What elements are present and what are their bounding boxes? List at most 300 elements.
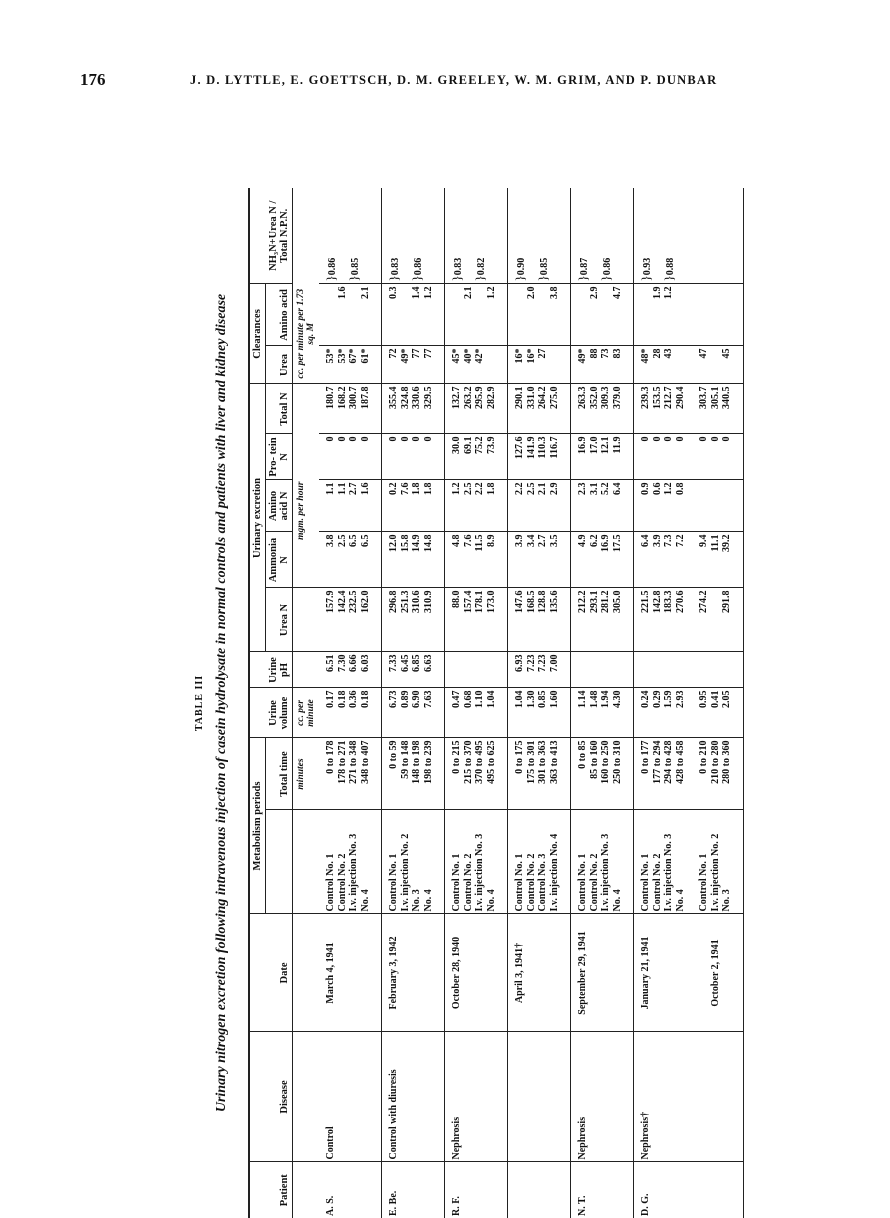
cell-patient	[508, 1162, 571, 1218]
ratio-text: 0.88	[664, 257, 676, 276]
cell-protein-n-line: 16.9	[577, 436, 588, 454]
cell-urine-volume-line: 1.10	[474, 690, 485, 708]
cell-protein-n-line: 0	[698, 436, 709, 442]
cell-total-time-line: 160 to 250	[600, 740, 611, 784]
cell-urine-volume-line: 4.30	[611, 690, 623, 708]
cell-total-time-line: 210 to 280	[709, 740, 721, 784]
header-urine-ph: Urine pH	[249, 652, 293, 688]
cell-urine-volume-line: 6.73	[388, 690, 399, 708]
cell-patient-text: A. S.	[325, 1195, 336, 1216]
cell-urine-ph-line	[675, 654, 687, 685]
cell-urine-volume-line: 0.24	[640, 690, 651, 708]
cell-ammonia-n-line: 14.9	[411, 534, 422, 552]
cell-ammonia-n-line: 6.5	[348, 534, 359, 547]
cell-urea-clearance	[445, 346, 508, 384]
cell-urea-clearance-line: 42*	[474, 348, 485, 364]
cell-amino-acid-n-line: 6.4	[611, 482, 623, 495]
header-urine-volume: Urine volume	[249, 688, 293, 738]
cell-urea-clearance-line: 16*	[514, 348, 525, 364]
header-urinary-excretion: Urinary excretion	[249, 384, 266, 652]
brace-icon: }	[471, 275, 487, 282]
units-row	[293, 188, 320, 1218]
ratio-value	[577, 190, 589, 282]
ratio-value	[471, 190, 487, 282]
cell-date	[445, 914, 508, 1032]
cell-urea-clearance-line: 45	[721, 348, 732, 359]
cell-protein-n-line: 0	[721, 436, 732, 442]
cell-ammonia-n	[634, 532, 744, 588]
cell-amino-acid-n-line: 2.5	[525, 482, 537, 495]
cell-urea-n-line: 157.9	[325, 590, 336, 613]
cell-amino-acid-n	[382, 480, 445, 532]
cell-urea-n-line: 168.5	[525, 590, 537, 613]
cell-amino-acid-n-line: 2.3	[577, 482, 588, 495]
cell-patient	[319, 1162, 382, 1218]
cell-total-time-line: 215 to 370	[462, 740, 474, 784]
cell-disease	[508, 1032, 571, 1162]
nitrogen-excretion-table	[248, 188, 744, 1218]
cell-total-time	[319, 738, 382, 810]
cell-total-n	[445, 384, 508, 434]
cell-urea-n-line: 135.6	[548, 590, 560, 613]
table-row	[382, 188, 445, 1218]
cell-disease	[319, 1032, 382, 1162]
ratio-value	[640, 190, 652, 282]
cell-urea-n-line: 147.6	[514, 590, 525, 613]
cell-urine-volume-line: 1.60	[548, 690, 560, 708]
cell-total-n-line: 352.0	[588, 386, 600, 409]
cell-urine-ph-line	[577, 654, 589, 685]
cell-urea-n-line: 142.8	[651, 590, 663, 613]
cell-ammonia-n-line: 4.9	[577, 534, 588, 547]
cell-patient-text: D. G.	[640, 1193, 651, 1216]
cell-protein-n-line: 0	[422, 436, 434, 442]
cell-date	[319, 914, 382, 1032]
cell-ammonia-n	[571, 532, 634, 588]
cell-amino-acid-clearance	[382, 284, 445, 346]
cell-amino-acid-clearance-line: 2.0	[525, 286, 537, 299]
cell-protein-n-line: 12.1	[600, 436, 611, 454]
cell-disease	[571, 1032, 634, 1162]
header-urea-clearance: Urea	[266, 346, 293, 384]
cell-ammonia-n-line: 3.9	[651, 534, 663, 547]
cell-urine-volume-line: 1.48	[588, 690, 600, 708]
cell-urea-n	[319, 588, 382, 652]
cell-protein-n	[382, 434, 445, 480]
cell-ammonia-n-line: 14.8	[422, 534, 434, 552]
cell-amino-acid-n-line: 1.8	[411, 482, 422, 495]
header-total-time: Total time	[266, 738, 293, 810]
brace-icon: }	[638, 275, 653, 282]
cell-amino-acid-n	[319, 480, 382, 532]
cell-periods-line: Control No. 2	[462, 853, 474, 912]
brace-icon: }	[534, 275, 550, 282]
cell-urine-ph-line: 6.85	[411, 654, 422, 672]
cell-amino-acid-n-line: 2.5	[462, 482, 474, 495]
cell-protein-n-line: 17.0	[588, 436, 600, 454]
header-ratio: NH₃N+Urea N / Total N.P.N.	[249, 188, 293, 284]
cell-urine-ph-line: 6.45	[399, 654, 411, 672]
cell-ratio	[319, 188, 382, 284]
cell-total-time-line: 198 to 239	[422, 740, 434, 784]
cell-urea-n-line: 221.5	[640, 590, 651, 613]
cell-total-time-line: 348 to 407	[359, 740, 371, 784]
cell-urea-n	[634, 588, 744, 652]
cell-periods-line: No. 3	[721, 889, 732, 912]
cell-amino-acid-n-line: 1.2	[663, 482, 674, 495]
header-amino-acid-clearance: Amino acid	[266, 284, 293, 346]
table-body	[293, 188, 744, 1218]
cell-total-time-line: 148 to 198	[411, 740, 422, 784]
cell-protein-n-line: 0	[388, 436, 399, 442]
cell-amino-acid-clearance-line: 1.4	[411, 286, 422, 299]
cell-urea-clearance	[634, 346, 744, 384]
cell-total-time-line: 0 to 175	[514, 740, 525, 774]
cell-urine-ph	[634, 652, 744, 688]
cell-urine-volume-line: 1.14	[577, 690, 588, 708]
cell-amino-acid-clearance-line	[400, 286, 412, 343]
cell-patient	[571, 1162, 634, 1218]
cell-total-n	[508, 384, 571, 434]
cell-total-time-line: 0 to 59	[388, 740, 399, 769]
cell-total-n-line: 303.7	[698, 386, 709, 409]
cell-protein-n-line: 0	[336, 436, 348, 442]
cell-urea-n-line: 162.0	[359, 590, 371, 613]
ratio-value	[408, 190, 424, 282]
cell-total-n-line: 282.9	[485, 386, 497, 409]
cell-total-time-line: 0 to 177	[640, 740, 651, 774]
ratio-text: 0.93	[642, 257, 653, 276]
cell-ammonia-n	[445, 532, 508, 588]
cell-urea-clearance-line	[486, 348, 498, 381]
cell-amino-acid-n-line: 1.8	[485, 482, 497, 495]
cell-urea-clearance-line: 77	[411, 348, 422, 359]
cell-periods-line: No. 4	[674, 889, 686, 912]
cell-urea-n-line: 173.0	[485, 590, 497, 613]
cell-urea-n-line: 274.2	[698, 590, 709, 613]
ratio-text: 0.83	[390, 257, 401, 276]
cell-total-time-line: 0 to 178	[325, 740, 336, 774]
cell-urine-ph-line: 7.23	[525, 654, 537, 672]
cell-amino-acid-clearance-line: 3.8	[548, 286, 560, 299]
cell-amino-acid-n-line: 1.6	[359, 482, 371, 495]
ratio-value	[660, 190, 676, 282]
cell-disease-text	[514, 1035, 526, 1160]
cell-urea-clearance-line: 45*	[451, 348, 462, 364]
cell-amino-acid-clearance-line	[348, 286, 360, 343]
cell-ammonia-n-line: 7.6	[462, 534, 474, 547]
cell-protein-n	[634, 434, 744, 480]
cell-urine-volume-line: 1.30	[525, 690, 537, 708]
cell-total-time	[445, 738, 508, 810]
cell-urine-volume-line: 2.05	[721, 690, 732, 708]
cell-disease-text: Nephrosis	[451, 1116, 462, 1160]
ratio-value	[345, 190, 361, 282]
cell-urea-clearance-line: 67*	[348, 348, 359, 364]
cell-periods	[382, 810, 445, 914]
cell-total-n-line: 263.3	[577, 386, 588, 409]
cell-total-n-line: 324.8	[399, 386, 411, 409]
unit-cc-per-minute: cc. per minute	[293, 688, 320, 738]
cell-total-n-line: 187.8	[359, 386, 371, 409]
ratio-text: 0.86	[412, 257, 424, 276]
cell-amino-acid-n-line: 3.1	[588, 482, 600, 495]
cell-urine-volume	[382, 688, 445, 738]
header-patient: Patient	[249, 1162, 293, 1218]
cell-urine-ph-line	[486, 654, 498, 685]
cell-urea-clearance-line	[675, 348, 687, 381]
cell-urea-n-line: 142.4	[336, 590, 348, 613]
cell-urea-clearance-line: 77	[422, 348, 434, 359]
cell-urea-n-line: 291.8	[721, 590, 732, 613]
cell-urine-ph	[445, 652, 508, 688]
cell-protein-n-line: 0	[359, 436, 371, 442]
cell-amino-acid-n-line: 0.9	[640, 482, 651, 495]
cell-date	[571, 914, 634, 1032]
cell-periods-line: Control No. 2	[525, 853, 537, 912]
cell-urine-volume	[319, 688, 382, 738]
cell-total-time-line: 495 to 625	[485, 740, 497, 784]
cell-urea-n-line: 251.3	[399, 590, 411, 613]
cell-amino-acid-n-line: 2.7	[348, 482, 359, 495]
brace-icon: }	[597, 275, 613, 282]
cell-urea-n-line: 128.8	[537, 590, 548, 613]
cell-protein-n	[571, 434, 634, 480]
cell-ratio	[382, 188, 445, 284]
table-caption: Urinary nitrogen excretion following intravenous injection of casein hydrolysate in normal controls and patients with liver and kidney disease	[214, 293, 229, 1113]
ratio-text: 0.85	[538, 257, 550, 276]
cell-urine-ph-line: 6.51	[325, 654, 336, 672]
cell-total-n-line: 264.2	[537, 386, 548, 409]
cell-urea-clearance-line: 49*	[577, 348, 588, 364]
cell-urea-n-line: 293.1	[588, 590, 600, 613]
cell-ammonia-n-line: 3.5	[548, 534, 560, 547]
cell-urea-clearance-line: 47	[698, 348, 709, 359]
cell-protein-n-line: 127.6	[514, 436, 525, 459]
cell-amino-acid-n-line: 0.2	[388, 482, 399, 495]
cell-ammonia-n-line: 12.0	[388, 534, 399, 552]
data-table-container	[248, 188, 732, 1218]
header-disease: Disease	[249, 1032, 293, 1162]
cell-urea-clearance-line: 73	[600, 348, 611, 359]
cell-periods-line: Control No. 3	[537, 853, 548, 912]
cell-urine-volume-line: 1.59	[663, 690, 674, 708]
cell-total-time	[634, 738, 744, 810]
cell-periods-line: Control No. 1	[451, 853, 462, 912]
cell-amino-acid-n-line: 0.6	[651, 482, 663, 495]
cell-urine-volume-line: 0.18	[336, 690, 348, 708]
cell-amino-acid-clearance-line	[640, 286, 652, 343]
cell-urea-clearance-line: 61*	[359, 348, 371, 364]
cell-urine-volume-line: 0.85	[537, 690, 548, 708]
cell-total-n	[571, 384, 634, 434]
cell-periods-line: No. 4	[611, 889, 623, 912]
table-row	[319, 188, 382, 1218]
cell-total-n-line: 263.2	[462, 386, 474, 409]
cell-amino-acid-n	[508, 480, 571, 532]
cell-ammonia-n-line: 6.2	[588, 534, 600, 547]
header-clearances: Clearances	[249, 284, 266, 384]
cell-total-n	[634, 384, 744, 434]
cell-urea-n	[445, 588, 508, 652]
cell-amino-acid-clearance	[508, 284, 571, 346]
cell-urea-clearance-line: 88	[588, 348, 600, 359]
cell-amino-acid-n-line: 1.2	[451, 482, 462, 495]
cell-urine-ph-line: 6.03	[359, 654, 371, 672]
cell-date-text: March 4, 1941	[325, 942, 336, 1004]
cell-protein-n-line: 75.2	[474, 436, 485, 454]
cell-amino-acid-n-line: 1.8	[422, 482, 434, 495]
cell-protein-n	[319, 434, 382, 480]
cell-total-time-line: 280 to 360	[721, 740, 732, 784]
cell-ammonia-n-line: 6.4	[640, 534, 651, 547]
cell-urea-n-line: 310.6	[411, 590, 422, 613]
cell-protein-n-line: 141.9	[525, 436, 537, 459]
cell-urea-clearance-line: 72	[388, 348, 399, 359]
cell-periods-line: No. 4	[359, 889, 371, 912]
ratio-value	[325, 190, 337, 282]
cell-amino-acid-n-line: 2.2	[474, 482, 485, 495]
cell-amino-acid-clearance-line	[451, 286, 463, 343]
cell-protein-n-line: 0	[640, 436, 651, 442]
cell-periods-line: Control No. 2	[588, 853, 600, 912]
cell-total-n-line: 340.5	[721, 386, 732, 409]
cell-periods-line: No. 4	[422, 889, 434, 912]
cell-amino-acid-n-line: 1.1	[336, 482, 348, 495]
cell-periods	[508, 810, 571, 914]
cell-periods-line: No. 4	[485, 889, 497, 912]
cell-ratio	[634, 188, 744, 284]
cell-urea-n	[571, 588, 634, 652]
unit-clearance: cc. per minute per 1.73 sq. M	[296, 288, 316, 379]
cell-periods-line: I.v. injection No. 3	[600, 833, 611, 912]
cell-ammonia-n-line: 17.5	[611, 534, 623, 552]
cell-urea-clearance-line: 53*	[336, 348, 348, 364]
ratio-text: 0.85	[349, 257, 361, 276]
cell-urine-volume-line: 0.89	[399, 690, 411, 708]
cell-amino-acid-clearance-line	[474, 286, 486, 343]
cell-protein-n-line: 11.9	[611, 436, 623, 454]
cell-urea-n-line: 310.9	[422, 590, 434, 613]
ratio-value	[388, 190, 400, 282]
cell-urine-volume-line: 1.04	[514, 690, 525, 708]
cell-urea-n-line: 305.0	[611, 590, 623, 613]
cell-total-time-line: 0 to 215	[451, 740, 462, 774]
cell-total-time-line: 59 to 148	[399, 740, 411, 779]
cell-urea-n-line: 88.0	[451, 590, 462, 608]
cell-protein-n-line: 30.0	[451, 436, 462, 454]
cell-ammonia-n	[508, 532, 571, 588]
cell-urine-volume	[445, 688, 508, 738]
cell-urine-volume	[508, 688, 571, 738]
cell-amino-acid-n-line: 5.2	[600, 482, 611, 495]
cell-urine-ph	[319, 652, 382, 688]
cell-total-n-line: 329.5	[422, 386, 434, 409]
cell-urine-ph-line	[663, 654, 675, 685]
cell-total-n-line: 212.7	[663, 386, 674, 409]
header-protein-n: Pro- tein N	[266, 434, 293, 480]
table-row	[634, 188, 744, 1218]
cell-ammonia-n-line: 8.9	[485, 534, 497, 547]
cell-urea-clearance-line: 40*	[462, 348, 474, 364]
table-row	[508, 188, 571, 1218]
cell-amino-acid-clearance-line: 1.2	[422, 286, 434, 299]
cell-ammonia-n-line: 15.8	[399, 534, 411, 552]
cell-total-n-line: 239.3	[640, 386, 651, 409]
cell-urine-volume-line: 6.90	[411, 690, 422, 708]
cell-urea-clearance-line: 28	[651, 348, 663, 359]
cell-urea-n-line: 157.4	[462, 590, 474, 613]
cell-urine-ph-line: 6.66	[348, 654, 359, 672]
cell-urine-ph-line: 7.30	[336, 654, 348, 672]
cell-date-text: October 28, 1940	[451, 936, 462, 1010]
cell-patient	[634, 1162, 744, 1218]
brace-icon: }	[386, 275, 401, 282]
cell-protein-n-line: 116.7	[548, 436, 560, 459]
cell-ammonia-n-line: 6.5	[359, 534, 371, 547]
cell-urine-ph-line	[652, 654, 664, 685]
cell-urine-ph-line	[600, 654, 612, 685]
cell-total-time-line: 301 to 363	[537, 740, 548, 784]
cell-disease-text: Control with diuresis	[388, 1069, 399, 1160]
cell-amino-acid-clearance-line: 1.6	[336, 286, 348, 299]
cell-ratio	[571, 188, 634, 284]
cell-amino-acid-n-line: 0.8	[674, 482, 686, 495]
cell-urea-n-line: 270.6	[674, 590, 686, 613]
cell-disease	[445, 1032, 508, 1162]
cell-urea-clearance-line: 43	[663, 348, 674, 359]
cell-amino-acid-clearance-line: 1.2	[485, 286, 497, 299]
cell-amino-acid-clearance-line	[514, 286, 526, 343]
cell-urine-volume-line: 0.68	[462, 690, 474, 708]
cell-urine-ph	[382, 652, 445, 688]
cell-urea-n-line: 178.1	[474, 590, 485, 613]
cell-urea-clearance	[319, 346, 382, 384]
brace-icon: }	[512, 275, 527, 282]
header-date: Date	[249, 914, 293, 1032]
ratio-value	[451, 190, 463, 282]
cell-amino-acid-clearance-line	[600, 286, 612, 343]
cell-urea-clearance-line	[549, 348, 561, 381]
cell-periods-line: Control No. 1	[388, 853, 399, 912]
cell-urea-clearance	[508, 346, 571, 384]
cell-urine-volume-line: 1.04	[485, 690, 497, 708]
cell-total-n-line: 290.1	[514, 386, 525, 409]
cell-periods	[634, 810, 744, 914]
rotated-table-block	[190, 188, 732, 1218]
cell-urine-volume-line: 0.29	[651, 690, 663, 708]
cell-ratio	[445, 188, 508, 284]
cell-ammonia-n-line: 3.9	[514, 534, 525, 547]
cell-date-text: April 3, 1941†	[514, 942, 525, 1004]
cell-disease-text: Control	[325, 1126, 336, 1160]
cell-protein-n-line: 0	[674, 436, 686, 442]
cell-periods-line: I.v. injection No. 2	[399, 833, 411, 912]
cell-protein-n-line: 0	[651, 436, 663, 442]
cell-periods-line: I.v. injection No. 3	[663, 833, 674, 912]
cell-urine-volume-line: 0.17	[325, 690, 336, 708]
cell-ammonia-n-line: 11.1	[709, 534, 721, 552]
cell-disease-text: Nephrosis†	[640, 1111, 651, 1160]
cell-ammonia-n-line: 7.2	[674, 534, 686, 547]
cell-amino-acid-clearance-line: 2.1	[359, 286, 371, 299]
cell-protein-n-line: 69.1	[462, 436, 474, 454]
cell-urea-n	[382, 588, 445, 652]
cell-ammonia-n-line: 7.3	[663, 534, 674, 547]
cell-protein-n-line: 0	[411, 436, 422, 442]
cell-total-time-line: 363 to 413	[548, 740, 560, 784]
cell-protein-n-line: 0	[663, 436, 674, 442]
